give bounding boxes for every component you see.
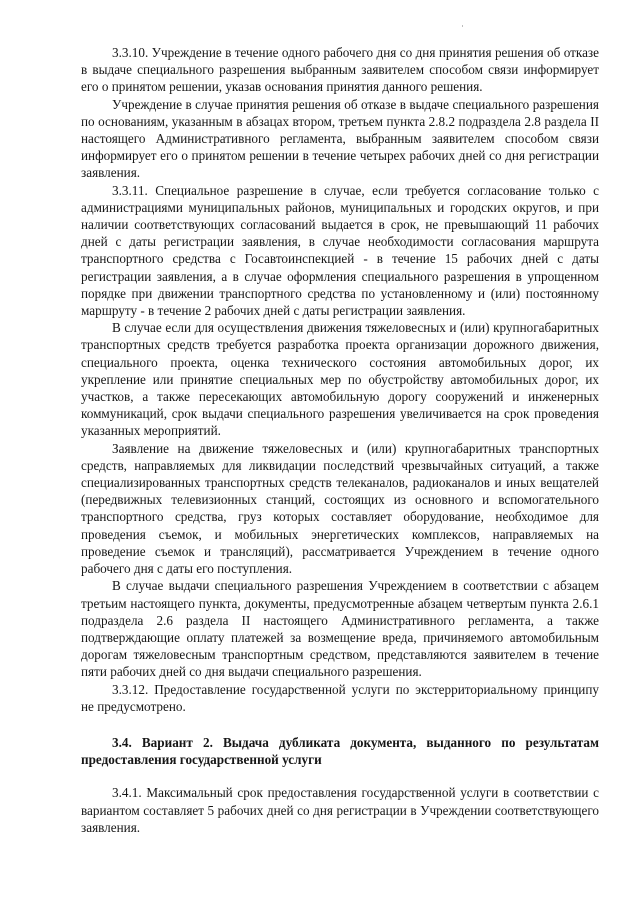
paragraph-3-3-12: 3.3.12. Предоставление государственной услуги по экстерриториальному принципу не предусмотрено. bbox=[81, 681, 599, 714]
paragraph-refusal-notice: Учреждение в случае принятия решения об отказе в выдаче специального разрешения по основаниям, указанным в абзацах втором, третьем пункта 2.8.2 подраздела 2.8 раздела II настоящего Административного регламента, выбранным заявителем способом связи информирует его о принятом решении в течение четырех рабочих дней со дня регистрации заявления. bbox=[81, 96, 599, 181]
scan-mark bbox=[462, 25, 463, 27]
paragraph-3-4-1: 3.4.1. Максимальный срок предоставления государственной услуги в соответствии с вариантом составляет 5 рабочих дней со дня регистрации в Учреждении соответствующего заявления. bbox=[81, 785, 599, 835]
paragraph-3-3-10: 3.3.10. Учреждение в течение одного рабочего дня со дня принятия решения об отказе в выдаче специального разрешения выбранным заявителем способом связи информирует его о принятом решении, указав основания принятия данного решения. bbox=[81, 45, 599, 95]
document-body bbox=[81, 44, 599, 836]
paragraph-extended-term: В случае если для осуществления движения тяжеловесных и (или) крупногабаритных транспортных средств требуется разработка проекта организации дорожного движения, специального проекта, оценка технического состояния автомобильных дорог, их укрепление или принятие специальных мер по обустройству автомобильных дорог, их участков, а также пересекающих автомобильную дорогу сооружений и инженерных коммуникаций, срок выдачи специального разрешения увеличивается на срок проведения указанных мероприятий. bbox=[81, 320, 599, 439]
paragraph-documents-submission: В случае выдачи специального разрешения Учреждением в соответствии с абзацем третьим настоящего пункта, документы, предусмотренные абзацем четвертым пункта 2.6.1 подраздела 2.6 раздела II настоящего Административного регламента, а также подтверждающие оплату платежей за возмещение вреда, причиняемого автомобильным дорогам тяжеловесным транспортным средством, представляются заявителем в течение пяти рабочих дней со дня выдачи специального разрешения. bbox=[81, 578, 599, 680]
paragraph-3-3-11: 3.3.11. Специальное разрешение в случае, если требуется согласование только с администрациями муниципальных районов, муниципальных и городских округов, и при наличии соответствующих согласований выдается в срок, не превышающий 11 рабочих дней с даты регистрации заявления, в случае необходимости согласования маршрута транспортного средства с Госавтоинспекцией - в течение 15 рабочих дней с даты регистрации заявления, а в случае оформления специального разрешения в упрощенном порядке при движении транспортного средства по установленному и (или) постоянному маршруту - в течение 2 рабочих дней с даты регистрации заявления. bbox=[81, 182, 599, 319]
paragraph-emergency-application: Заявление на движение тяжеловесных и (или) крупногабаритных транспортных средств, направляемых для ликвидации последствий чрезвычайных ситуаций, а также специализированных транспортных средств телеканалов, радиоканалов и иных вещателей (передвижных телевизионных станций, состоящих из основного и вспомогательного транспортного средства, груз которых составляет оборудование, необходимое для проведения съемок, и мобильных энергетических комплексов, направляемых на проведение съемок и трансляций), рассматривается Учреждением в течение одного рабочего дня с даты его поступления. bbox=[81, 440, 599, 577]
section-heading-3-4: 3.4. Вариант 2. Выдача дубликата документа, выданного по результатам предоставления государственной услуги bbox=[81, 734, 599, 768]
